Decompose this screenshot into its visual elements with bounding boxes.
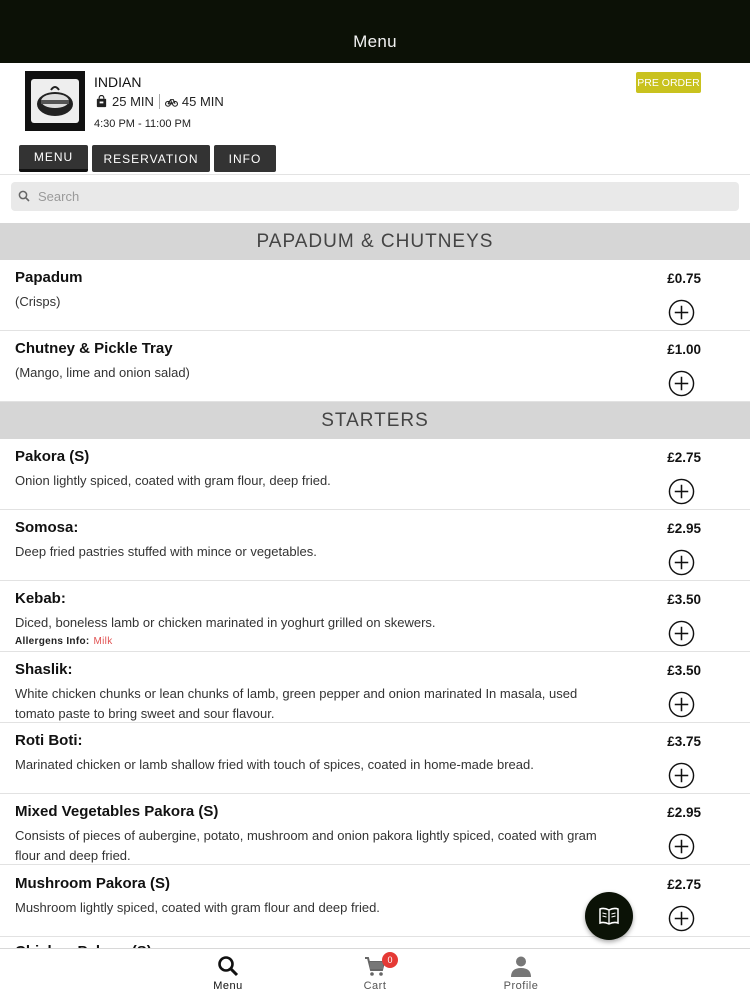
item-price: £3.50 xyxy=(667,592,701,607)
menu-item[interactable] xyxy=(0,652,750,723)
menu-item[interactable] xyxy=(0,439,750,510)
item-description: Diced, boneless lamb or chicken marinated in yoghurt grilled on skewers. xyxy=(15,615,436,630)
nav-profile-label: Profile xyxy=(503,980,539,992)
plus-circle-icon[interactable] xyxy=(668,370,695,397)
search-icon xyxy=(18,190,30,202)
cart-badge: 0 xyxy=(382,952,398,968)
search-bar xyxy=(11,182,739,211)
search-input[interactable] xyxy=(38,182,728,211)
bicycle-icon xyxy=(165,95,178,108)
plus-circle-icon[interactable] xyxy=(668,478,695,505)
item-price: £3.75 xyxy=(667,734,701,749)
nav-cart[interactable] xyxy=(325,949,425,1000)
item-name: Papadum xyxy=(15,269,83,286)
item-price: £1.00 xyxy=(667,342,701,357)
item-price: £2.75 xyxy=(667,877,701,892)
item-name: Somosa: xyxy=(15,519,79,536)
item-price: £3.50 xyxy=(667,663,701,678)
section-header-starters: STARTERS xyxy=(0,402,750,439)
item-description: (Crisps) xyxy=(15,294,61,309)
item-price: £2.95 xyxy=(667,521,701,536)
item-description: Onion lightly spiced, coated with gram flour, deep fried. xyxy=(15,473,331,488)
menu-book-icon xyxy=(598,906,620,926)
item-price: £2.75 xyxy=(667,450,701,465)
item-name: Shaslik: xyxy=(15,661,73,678)
item-name: Mixed Vegetables Pakora (S) xyxy=(15,803,219,820)
menu-item[interactable] xyxy=(0,510,750,581)
item-description: (Mango, lime and onion salad) xyxy=(15,365,190,380)
nav-menu[interactable] xyxy=(178,949,278,1000)
nav-menu-label: Menu xyxy=(213,980,243,992)
bag-icon xyxy=(95,95,108,108)
menu-item[interactable] xyxy=(0,866,750,937)
restaurant-tabs xyxy=(19,145,276,172)
allergen-info: Allergens Info: Milk xyxy=(15,636,113,647)
plus-circle-icon[interactable] xyxy=(668,833,695,860)
item-name: Chutney & Pickle Tray xyxy=(15,340,173,357)
item-description: Deep fried pastries stuffed with mince or vegetables. xyxy=(15,544,317,559)
header-divider xyxy=(0,174,750,175)
delivery-time: 45 MIN xyxy=(165,94,224,109)
allergen-value: Milk xyxy=(93,636,113,647)
item-name: Kebab: xyxy=(15,590,66,607)
collection-time: 25 MIN xyxy=(95,94,154,109)
tab-menu[interactable]: MENU xyxy=(19,145,88,172)
item-name: Mushroom Pakora (S) xyxy=(15,875,171,892)
section-header-papadum-chutneys: PAPADUM & CHUTNEYS xyxy=(0,223,750,260)
item-price: £2.95 xyxy=(667,805,701,820)
bottom-nav xyxy=(0,948,750,1000)
nav-cart-label: Cart xyxy=(363,980,387,992)
item-description: Consists of pieces of aubergine, potato, mushroom and onion pakora lightly spiced, coated with gram flour and deep fried. xyxy=(15,828,597,863)
plus-circle-icon[interactable] xyxy=(668,691,695,718)
plus-circle-icon[interactable] xyxy=(668,620,695,647)
preorder-badge[interactable]: PRE ORDER xyxy=(636,72,701,93)
tab-reservation[interactable]: RESERVATION xyxy=(92,145,210,172)
top-bar xyxy=(0,0,750,63)
item-price: £0.75 xyxy=(667,271,701,286)
menu-item[interactable] xyxy=(0,260,750,331)
delivery-times xyxy=(95,94,224,109)
restaurant-logo xyxy=(25,71,85,131)
plus-circle-icon[interactable] xyxy=(668,905,695,932)
restaurant-header xyxy=(0,63,750,175)
opening-hours: 4:30 PM - 11:00 PM xyxy=(94,118,192,130)
item-description: Mushroom lightly spiced, coated with gram flour and deep fried. xyxy=(15,900,380,915)
menu-item[interactable] xyxy=(0,331,750,402)
nav-profile[interactable] xyxy=(471,949,571,1000)
plus-circle-icon[interactable] xyxy=(668,762,695,789)
item-name: Roti Boti: xyxy=(15,732,83,749)
tab-info[interactable]: INFO xyxy=(214,145,276,172)
page-title: Menu xyxy=(353,32,397,51)
item-description: White chicken chunks or lean chunks of lamb, green pepper and onion marinated In masala, used tomato paste to bring sweet and sour flavour. xyxy=(15,686,578,721)
cuisine-label: INDIAN xyxy=(94,74,142,90)
plus-circle-icon[interactable] xyxy=(668,549,695,576)
menu-item[interactable] xyxy=(0,723,750,794)
item-name: Pakora (S) xyxy=(15,448,90,465)
menu-item[interactable] xyxy=(0,581,750,652)
item-description: Marinated chicken or lamb shallow fried with touch of spices, coated in home-made bread. xyxy=(15,757,534,772)
menu-item[interactable] xyxy=(0,794,750,865)
search-icon xyxy=(216,954,240,978)
menu-book-button[interactable] xyxy=(585,892,633,940)
profile-icon xyxy=(509,954,533,978)
plus-circle-icon[interactable] xyxy=(668,299,695,326)
